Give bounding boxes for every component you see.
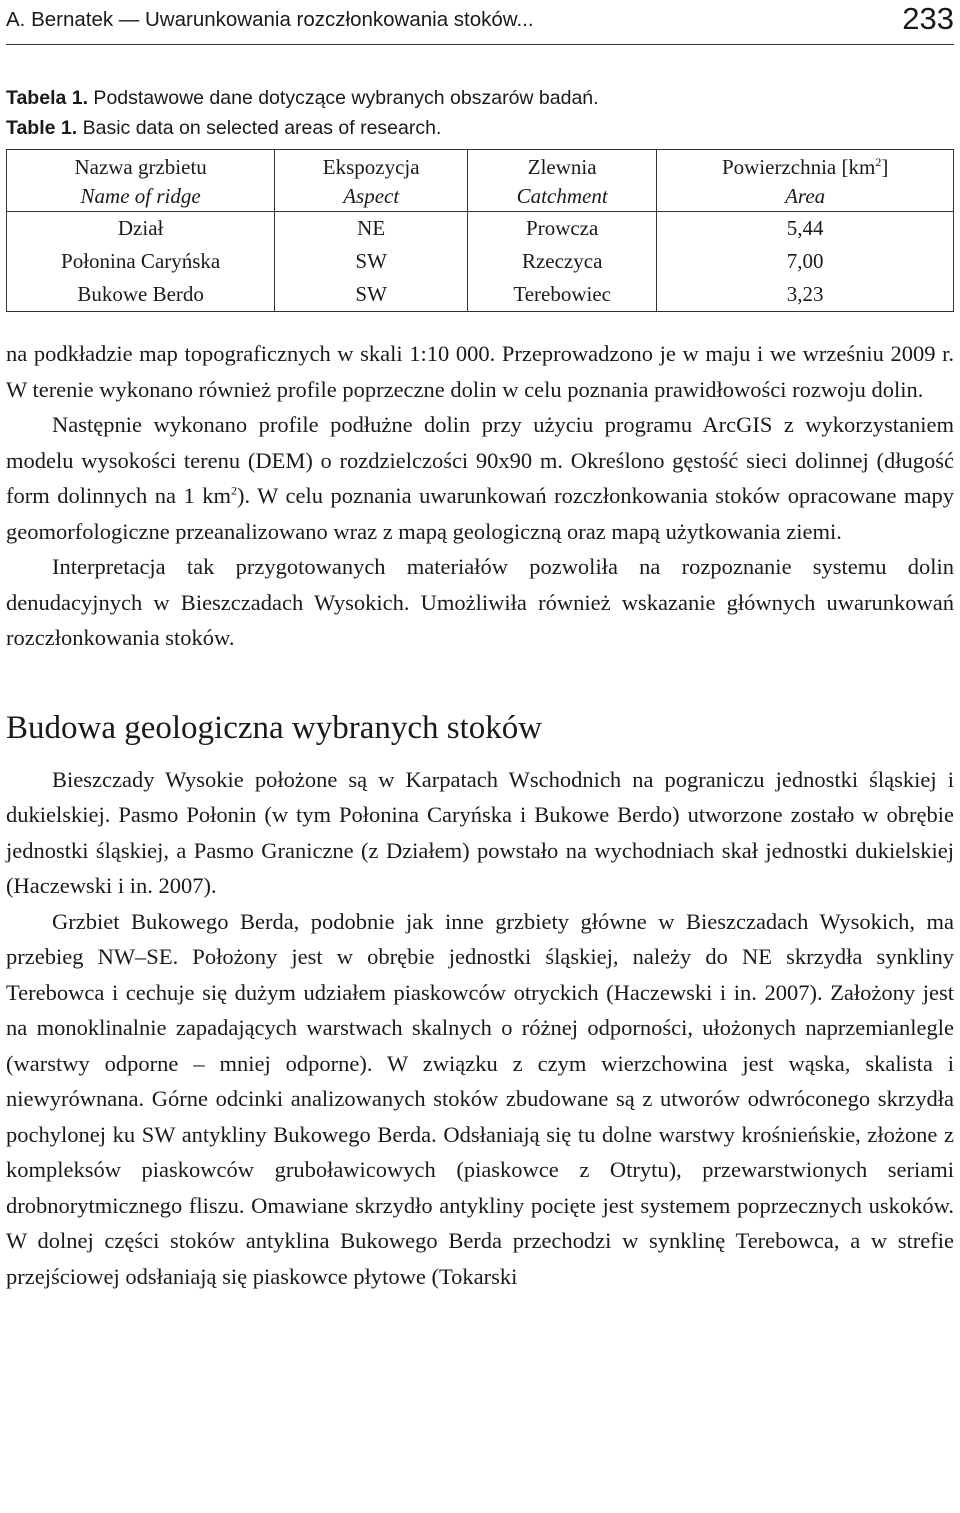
- superscript: 2: [875, 155, 882, 169]
- running-title: A. Bernatek — Uwarunkowania rozczłonkowania stoków...: [6, 8, 534, 31]
- table-cell: SW: [275, 278, 468, 312]
- table-caption-pl-text: Podstawowe dane dotyczące wybranych obszarów badań.: [88, 87, 599, 109]
- column-header: Ekspozycja: [275, 150, 468, 183]
- table-row: [7, 245, 954, 278]
- table-cell: Bukowe Berdo: [7, 278, 275, 312]
- column-header-en: Aspect: [275, 182, 468, 212]
- table-caption-en: [6, 113, 954, 143]
- table-caption: [6, 83, 954, 143]
- table-cell: 5,44: [657, 212, 954, 246]
- superscript: 2: [230, 483, 237, 498]
- paragraph: na podkładzie map topograficznych w skali 1:10 000. Przeprowadzono je w maju i we wrześniu 2009 r. W terenie wykonano również profile poprzeczne dolin w celu poznania prawidłowości rozwoju dolin.: [6, 341, 954, 402]
- column-header: Nazwa grzbietu: [7, 150, 275, 183]
- paragraph: Grzbiet Bukowego Berda, podobnie jak inne grzbiety główne w Bieszczadach Wysokich, ma przebieg NW–SE. Położony jest w obrębie jednostki śląskiej, należy do NE skrzydła synkliny Terebowca i cechuje się dużym udziałem piaskowców otryckich (Haczewski i in. 2007). Założony jest na monoklinalnie zapadających warstwach skalnych o różnej odporności, ułożonych naprzemianlegle (warstwy odporne – mniej odporne). W związku z czym wierzchowina jest wąska, skalista i niewyrównana. Górne odcinki analizowanych stoków zbudowane są z utworów odwróconego skrzydła pochylonej ku SW antykliny Bukowego Berda. Odsłaniają się tu dolne warstwy krośnieńskie, złożone z kompleksów piaskowców gruboławicowych (piaskowce z Otrytu), przewarstwionych seriami drobnorytmicznego fliszu. Omawiane skrzydło antykliny pocięte jest systemem poprzecznych uskoków. W dolnej części stoków antyklina Bukowego Berda przechodzi w synklinę Terebowca, a w strefie przejściowej odsłaniają się piaskowce płytowe (Tokarski: [6, 908, 954, 1289]
- table-row: [7, 278, 954, 312]
- table-caption-pl-label: Tabela 1.: [6, 87, 89, 109]
- table-caption-pl: [6, 83, 954, 113]
- table-caption-en-text: Basic data on selected areas of research.: [77, 117, 442, 139]
- page-number: 233: [902, 1, 954, 36]
- column-header-en: Area: [657, 182, 954, 212]
- table-header-row-en: [7, 182, 954, 212]
- column-header-en: Name of ridge: [7, 182, 275, 212]
- paragraph: Interpretacja tak przygotowanych materiałów pozwoliła na rozpoznanie systemu dolin denudacyjnych w Bieszczadach Wysokich. Umożliwiła również wskazanie głównych uwarunkowań rozczłonkowania stoków.: [6, 554, 954, 650]
- table-cell: 3,23: [657, 278, 954, 312]
- column-header: Zlewnia: [468, 150, 657, 183]
- body-text-section: [6, 762, 954, 1295]
- column-header-text: Powierzchnia [km: [721, 155, 876, 179]
- data-table: [6, 149, 954, 312]
- table-row: [7, 212, 954, 246]
- paragraph: Bieszczady Wysokie położone są w Karpatach Wschodnich na pograniczu jednostki śląskiej i dukielskiej. Pasmo Połonin (w tym Połonina Caryńska i Bukowe Berdo) utworzone zostało w obrębie jednostki śląskiej, a Pasmo Graniczne (z Działem) powstało na wychodniach skał jednostki dukielskiej (Haczewski i in. 2007).: [6, 766, 954, 898]
- table-caption-en-label: Table 1.: [6, 117, 78, 139]
- page: [6, 0, 954, 1294]
- table-cell: 7,00: [657, 245, 954, 278]
- table-cell: Terebowiec: [468, 278, 657, 312]
- column-header-en: Catchment: [468, 182, 657, 212]
- column-header: [657, 150, 954, 183]
- column-header-text: ]: [881, 155, 889, 179]
- table-cell: NE: [275, 212, 468, 246]
- table-cell: Prowcza: [468, 212, 657, 246]
- paragraph-text: Następnie wykonano profile podłużne dolin przy użyciu programu ArcGIS z wykorzystaniem modelu wysokości terenu (DEM) o rozdzielczości 90x90 m. Określono gęstość sieci dolinnej (długość form dolinnych na 1 km: [6, 412, 954, 508]
- paragraph: [6, 407, 954, 549]
- table-cell: Dział: [7, 212, 275, 246]
- table-cell: Połonina Caryńska: [7, 245, 275, 278]
- table-cell: SW: [275, 245, 468, 278]
- running-header: [6, 0, 954, 45]
- table-cell: Rzeczyca: [468, 245, 657, 278]
- paragraph-text: ). W celu poznania uwarunkowań rozczłonkowania stoków opracowane mapy geomorfologiczne przeanalizowano wraz z mapą geologiczną oraz mapą użytkowania ziemi.: [6, 483, 954, 544]
- table-header-row-pl: [7, 150, 954, 183]
- section-heading: Budowa geologiczna wybranych stoków: [6, 709, 543, 746]
- body-text-top: [6, 336, 954, 656]
